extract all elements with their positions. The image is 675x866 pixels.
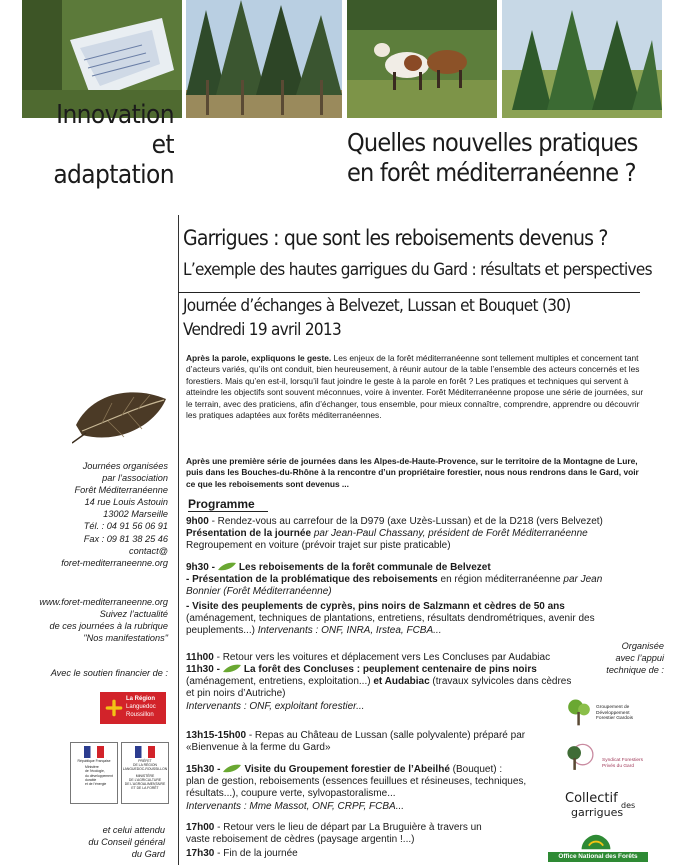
syndicat-logo — [562, 740, 652, 778]
time: 11h00 — [186, 652, 214, 663]
ministry-line: et de l’énergie — [85, 782, 107, 787]
column-divider — [178, 215, 179, 865]
series-title-line: Quelles nouvelles pratiques — [347, 128, 638, 157]
time: 15h30 — [186, 764, 215, 775]
ministry-line: durable — [85, 777, 97, 782]
onf-logo — [548, 833, 648, 863]
website-line: Suivez l’actualité — [99, 609, 168, 620]
collectif-des: des — [621, 801, 636, 810]
marianne-icon — [84, 746, 104, 758]
item-text: - Retour vers le lieu de départ par La Bruguière à travers un vaste reboisement de cèdres (paysage argentin !...) — [186, 822, 482, 846]
time: 9h30 — [186, 562, 209, 573]
region-logo-line: La Région — [126, 696, 156, 702]
section-title-innovation — [14, 100, 174, 190]
contact-line: 14 rue Louis Astouin — [84, 497, 168, 508]
intro-text: Les enjeux de la forêt méditerranéenne sont tellement multiples et concernent tant d’acteurs variés, qu’ils ont conduit, bien heureusement, à réunir autour de la table l’ensemble des acteurs concernés et les forestiers. Mais qu’en est-il, lorsqu’il faut joindre le geste à la parole en forêt ? Les pratiques et techniques qui servent à atteindre les objectifs sont souvent méconnues, voire à inventer. Forêt Méditerranéenne propose une série de journées, sur le terrain, avec des praticiens, afin d’échanger, tous ensemble, pour mieux connaître, comprendre, apprendre ou découvrir les pratiques adaptées aux forêts méditerranéennes. — [186, 353, 644, 421]
programme-item-0900 — [186, 516, 604, 553]
item-bold: - Visite des peuplements de cyprès, pins noirs de Salzmann et cèdres de 50 ans — [186, 600, 565, 612]
item-bold: Les reboisements de la forêt communale de Belvezet — [238, 562, 491, 573]
item-text: - Retour vers les voitures et déplacement vers Les Concluses par Audabiac — [213, 652, 551, 663]
item-text: (aménagement, techniques de plantations, entretiens, résultats dendrométriques, avenir des peuplements...) — [186, 612, 595, 637]
time: 9h00 — [186, 516, 209, 527]
contact-phone: Tél. : 04 91 56 06 91 — [83, 521, 168, 532]
prefet-line: DE LA RÉGION — [133, 763, 157, 768]
ministry-line: DE L’AGRICULTURE — [128, 777, 162, 782]
programme-item-1100 — [186, 652, 604, 664]
leaf-icon — [217, 562, 237, 571]
ministry-ecology-logo — [70, 742, 118, 804]
onf-tree-icon — [578, 833, 614, 851]
leaf-illustration — [72, 385, 170, 447]
contact-line: par l’association — [102, 473, 168, 484]
marianne-icon — [135, 746, 155, 758]
item-bold: La forêt des Concluses : peuplement centenaire de pins noirs — [243, 664, 537, 675]
ministry-line: du développement — [85, 773, 113, 778]
series-title-line: en forêt méditerranéenne ? — [347, 158, 636, 187]
programme-underline — [188, 511, 268, 512]
support-label: Avec le soutien financier de : — [50, 668, 168, 678]
item-text: (aménagement, entretiens, exploitation...) — [186, 676, 371, 688]
collectif-garrigues-logo — [565, 792, 657, 826]
series-title — [347, 128, 647, 188]
gdfg-logo-line: Groupement de — [596, 705, 630, 710]
section-title-line: adaptation — [53, 160, 174, 190]
website-block — [20, 596, 168, 644]
onf-label: Office National des Forêts — [548, 852, 648, 862]
time: 17h30 — [186, 848, 215, 859]
date-heading: Vendredi 19 avril 2013 — [183, 320, 341, 340]
council-note — [55, 824, 165, 860]
cross-occitan-icon — [104, 698, 124, 718]
item-italic: Intervenants : Mme Massot, ONF, CRPF, FCBA... — [186, 800, 405, 812]
photo-goats — [347, 0, 497, 118]
website-link[interactable]: www.foret-mediterraneenne.org — [39, 597, 168, 607]
time: 17h00 — [186, 822, 215, 833]
time: 13h15-15h00 — [186, 730, 247, 741]
ministry-line: ET DE LA FORÊT — [131, 786, 159, 791]
organiser-contact — [20, 460, 168, 569]
item-text: - Rendez-vous au carrefour de la D979 (axe Uzès-Lussan) et de la D218 (vers Belvezet) — [208, 516, 603, 527]
gdfg-logo-line: Développement — [596, 710, 630, 716]
time: 11h30 — [186, 664, 214, 675]
item-italic: par Jean-Paul Chassany, président de Forêt Méditerranéenne — [311, 528, 588, 540]
section-title-line: Innovation — [56, 100, 174, 130]
item-text: Regroupement en voiture (prévoir trajet sur piste praticable) — [186, 540, 451, 552]
syndicat-logo-line: Syndicat Forestiers — [602, 758, 644, 763]
programme-title: Programme — [188, 497, 255, 511]
region-logo — [100, 692, 166, 724]
ministry-line: de l’écologie, — [85, 769, 105, 774]
heading-rule — [178, 292, 640, 293]
prefet-line: LANGUEDOC-ROUSSILLON — [122, 767, 168, 772]
item-italic: par Jean Bonnier (Forêt Méditerranéenne) — [186, 574, 603, 598]
item-text: plan de gestion, reboisements (essences feuillues et résineuses, techniques, résultats...), coupure verte, sylvopastoralisme... — [186, 776, 527, 800]
syndicat-logo-line: Privés du Gard — [602, 763, 634, 769]
region-logo-line: Roussillon — [126, 712, 154, 718]
programme-item-1315 — [186, 730, 566, 754]
tree-icon — [564, 697, 594, 727]
event-heading: Journée d’échanges à Belvezet, Lussan et Bouquet (30) — [183, 296, 571, 316]
collectif-word: Collectif — [565, 791, 618, 806]
programme-item-1700 — [186, 822, 506, 846]
subtitle-heading: L’exemple des hautes garrigues du Gard : résultats et perspectives — [183, 260, 652, 280]
gdfg-logo — [560, 695, 650, 735]
programme-item-1130: 11h30 - La forêt des Concluses : peuplement centenaire de pins noirs (aménagement, entretiens, exploitation...) et Audabiac (travaux sylvicoles dans cèdres et pin noirs d’Autriche) Intervenants : ONF, exploitant forestier... — [186, 664, 572, 712]
item-italic: Intervenants : ONF, INRA, Irstea, FCBA... — [254, 625, 442, 637]
intro-lead: Après la parole, expliquons le geste. — [186, 353, 332, 363]
ministry-line: MINISTÈRE — [135, 773, 155, 778]
technical-support-line: avec l’appui — [615, 653, 664, 663]
technical-support-line: technique de : — [606, 665, 664, 675]
syndicat-tree-icon — [564, 742, 598, 774]
republique-label: République Française — [77, 759, 111, 763]
item-text: - Fin de la journée — [214, 848, 298, 859]
intro-paragraph — [186, 353, 644, 421]
contact-fax: Fax : 09 81 38 25 46 — [83, 533, 168, 544]
photo-young-pines — [502, 0, 662, 118]
leaf-icon — [222, 664, 242, 673]
gdfg-logo-line: Forestier Gardois — [596, 716, 634, 722]
contact-email[interactable]: contact@ — [129, 545, 168, 556]
contact-email-domain[interactable]: foret-mediterraneenne.org — [61, 557, 168, 568]
item-text: (Bouquet) : — [449, 764, 503, 775]
website-line: "Nos manifestations" — [83, 633, 168, 644]
contact-line: Journées organisées — [82, 461, 168, 471]
contact-line: 13002 Marseille — [103, 509, 168, 520]
programme-item-1730 — [186, 848, 604, 860]
technical-support-line: Organisée — [621, 641, 664, 651]
intro-paragraph-2: Après une première série de journées dans les Alpes-de-Haute-Provence, sur le territoire de la Montagne de Lure, puis dans les Bouches-du-Rhône à la rencontre d’un propriétaire forestier, nous nous rendrons dans le Gard, voir ce que les reboisements sont devenus ... — [186, 456, 639, 489]
item-bold: et Audabiac — [370, 676, 430, 688]
item-bold: Présentation de la journée — [186, 528, 312, 540]
item-bold: Visite du Groupement forestier de l’Abeilhé — [244, 764, 450, 775]
council-note-line: et celui attendu — [102, 825, 165, 835]
ministry-line: Ministère — [85, 765, 99, 770]
council-note-line: du Gard — [131, 849, 165, 860]
ministry-line: DE L’AGROALIMENTAIRE — [124, 782, 166, 787]
council-note-line: du Conseil général — [88, 837, 165, 848]
website-line: de ces journées à la rubrique — [49, 621, 168, 632]
leaf-icon — [222, 764, 242, 773]
item-text: (travaux sylvicoles dans cèdres et pin noirs d’Autriche) — [186, 676, 572, 700]
item-bold: - Présentation de la problématique des reboisements — [186, 574, 438, 586]
contact-line: Forêt Méditerranéenne — [74, 485, 168, 496]
programme-item-1530: 15h30 - Visite du Groupement forestier de l’Abeilhé (Bouquet) : plan de gestion, reboisements (essences feuillues et résineuses, techniques, résultats...), coupure verte, sylvopastoralisme... Intervenants : Mme Massot, ONF, CRPF, FCBA... — [186, 764, 546, 813]
photo-cedar-forest — [186, 0, 342, 118]
ministry-agriculture-logo — [121, 742, 169, 804]
main-heading: Garrigues : que sont les reboisements devenus ? — [183, 226, 608, 250]
programme-item-0930: 9h30 - Les reboisements de la forêt communale de Belvezet - Présentation de la problématique des reboisements en région méditerranéenne par Jean Bonnier (Forêt Méditerranéenne) - Visite des peuplements de cyprès, pins noirs de Salzmann et cèdres de 50 ans (aménagement, techniques de plantations, entretiens, résultats dendrométriques, avenir des peuplements...) Intervenants : ONF, INRA, Irstea, FCBA... — [186, 562, 603, 637]
technical-support-label — [580, 640, 664, 676]
prefet-line: PRÉFET — [138, 759, 152, 763]
item-text: - Repas au Château de Lussan (salle polyvalente) préparé par «Bienvenue à la ferme du Gard» — [186, 730, 526, 754]
region-logo-line: Languedoc — [126, 704, 156, 710]
collectif-garrigues: garrigues — [571, 806, 624, 819]
section-title-line: et — [151, 130, 174, 160]
item-text: en région méditerranéenne — [437, 574, 561, 586]
item-italic: Intervenants : ONF, exploitant forestier... — [186, 700, 365, 712]
